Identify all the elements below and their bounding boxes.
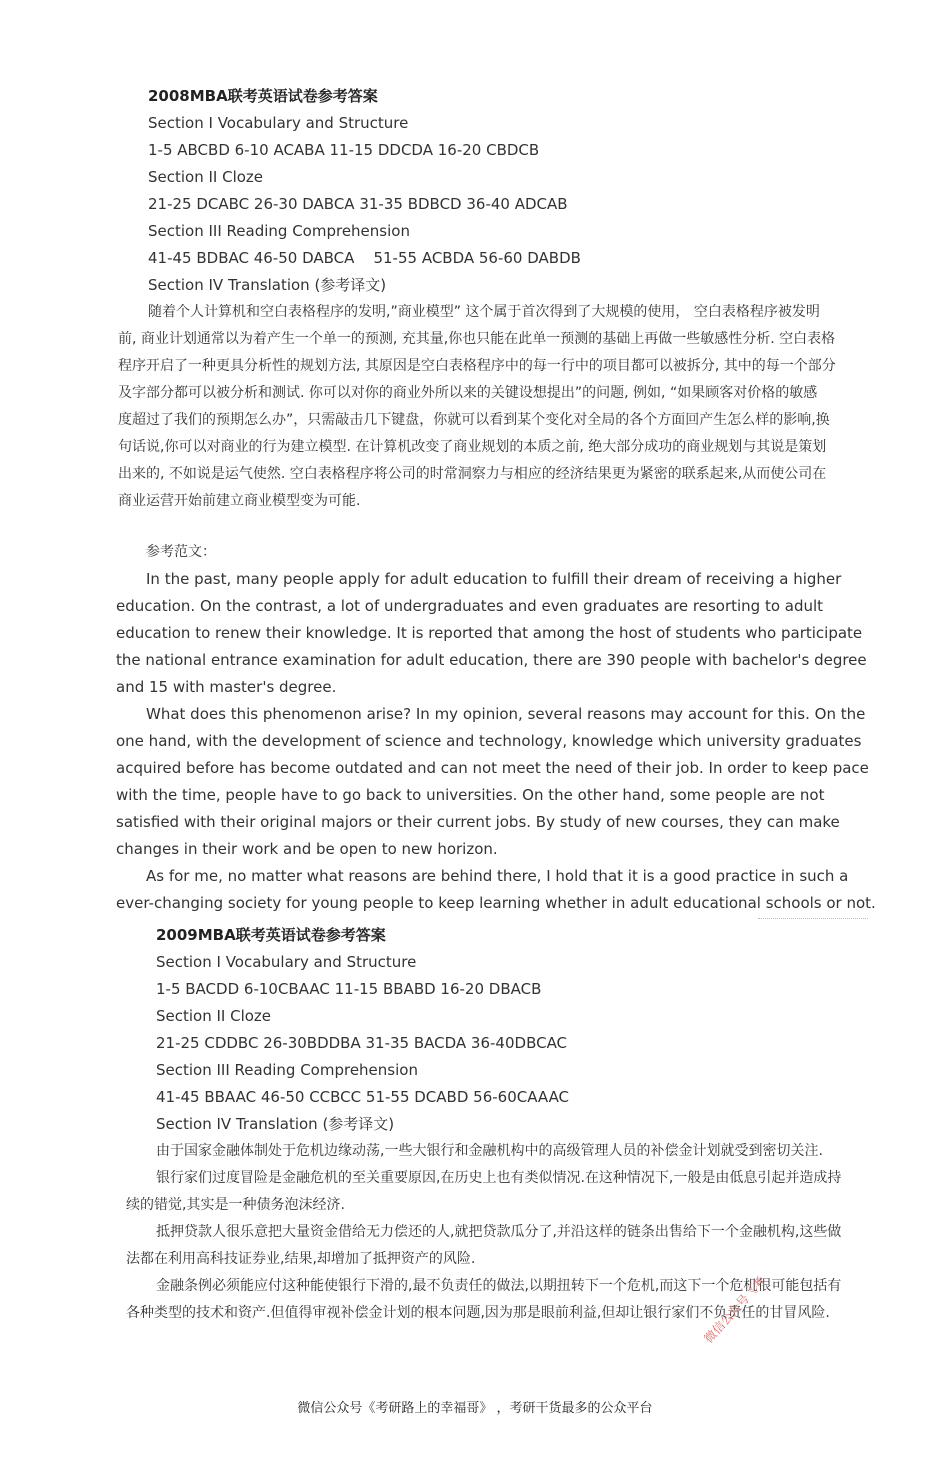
- translation-2008: [118, 299, 888, 515]
- section-heading: Section III Reading Comprehension: [148, 222, 410, 240]
- section-heading: Section IV Translation (参考译文): [148, 276, 387, 294]
- text-line: 商业运营开始前建立商业模型变为可能.: [118, 493, 361, 509]
- translation-2009: [126, 1138, 886, 1327]
- text-line: 程序开启了一种更具分析性的规划方法, 其原因是空白表格程序中的每一行中的项目都可以被拆分, 其中的每一个部分: [118, 358, 836, 374]
- text-line: 金融条例必须能应付这种能使银行下滑的,最不负责任的做法,以期扭转下一个危机,而这下一个危机很可能包括有: [156, 1278, 842, 1294]
- text-line: 度超过了我们的预期怎么办”，只需敲击几下键盘，你就可以看到某个变化对全局的各个方面回产生怎么样的影响,换: [118, 412, 830, 428]
- essay-paragraph: What does this phenomenon arise? In my opinion, several reasons may account for this. On the one hand, with the development of science and technology, knowledge which university graduates acquired before has become outdated and can not meet the need of their job. In order to keep pace with the time, people have to go back to universities. On the other hand, some people are not satisfied with their original majors or their current jobs. By study of new courses, they can make changes in their work and be open to new horizon.: [116, 705, 869, 858]
- essay-label: 参考范文：: [146, 544, 216, 560]
- text-line: 法都在利用高科技证券业,结果,却增加了抵押资产的风险.: [126, 1251, 476, 1267]
- text-line: 续的错觉,其实是一种债务泡沫经济.: [126, 1197, 345, 1213]
- title-2008: 2008MBA联考英语试卷参考答案: [148, 87, 378, 105]
- text-line: 由于国家金融体制处于危机边缘动荡,一些大银行和金融机构中的高级管理人员的补偿金计划就受到密切关注.: [156, 1143, 823, 1159]
- answer-line: 41-45 BBAAC 46-50 CCBCC 51-55 DCABD 56-60CAAAC: [156, 1088, 570, 1106]
- answer-line: 41-45 BDBAC 46-50 DABCA 51-55 ACBDA 56-60 DABDB: [148, 249, 581, 267]
- title-2009: 2009MBA联考英语试卷参考答案: [156, 926, 386, 944]
- scan-artifact: [758, 918, 868, 922]
- answer-line: 21-25 CDDBC 26-30BDDBA 31-35 BACDA 36-40DBCAC: [156, 1034, 568, 1052]
- text-line: 及字部分都可以被分析和测试. 你可以对你的商业外所以来的关键设想提出”的问题, 例如, “如果顾客对价格的敏感: [118, 385, 818, 401]
- essay-paragraph: In the past, many people apply for adult education to fulfill their dream of receiving a higher education. On the contrast, a lot of undergraduates and even graduates are resorting to adult education to renew their knowledge. It is reported that among the host of students who participate the national entrance examination for adult education, there are 390 people with bachelor's degree and 15 with master's degree.: [116, 570, 867, 696]
- answer-line: 1-5 ABCBD 6-10 ACABA 11-15 DDCDA 16-20 CBDCB: [148, 141, 540, 159]
- essay-paragraph: As for me, no matter what reasons are behind there, I hold that it is a good practice in such a ever-changing society for young people to keep learning whether in adult educational schools or not.: [116, 867, 876, 912]
- model-essay: [116, 566, 880, 917]
- answer-line: 1-5 BACDD 6-10CBAAC 11-15 BBABD 16-20 DBACB: [156, 980, 542, 998]
- watermark: 微信公众号《考: [701, 1273, 769, 1346]
- page-footer: 微信公众号《考研路上的幸福哥》 ，考研干货最多的公众平台: [297, 1401, 653, 1416]
- section-heading: Section III Reading Comprehension: [156, 1061, 418, 1079]
- section-heading: Section I Vocabulary and Structure: [156, 953, 417, 971]
- text-line: 随着个人计算机和空白表格程序的发明,”商业模型” 这个属于首次得到了大规模的使用， 空白表格程序被发明: [148, 304, 820, 320]
- section-heading: Section I Vocabulary and Structure: [148, 114, 409, 132]
- text-line: 各种类型的技术和资产.但值得审视补偿金计划的根本问题,因为那是眼前利益,但却让银行家们不负责任的甘冒风险.: [126, 1305, 830, 1321]
- answer-line: 21-25 DCABC 26-30 DABCA 31-35 BDBCD 36-40 ADCAB: [148, 195, 568, 213]
- text-line: 抵押贷款人很乐意把大量资金借给无力偿还的人,就把贷款瓜分了,并沿这样的链条出售给下一个金融机构,这些做: [156, 1224, 842, 1240]
- text-line: 出来的, 不如说是运气使然. 空白表格程序将公司的时常洞察力与相应的经济结果更为紧密的联系起来,从而使公司在: [118, 466, 827, 482]
- section-heading: Section II Cloze: [156, 1007, 272, 1025]
- section-heading: Section IV Translation (参考译文): [156, 1115, 395, 1133]
- text-line: 前, 商业计划通常以为着产生一个单一的预测, 充其量,你也只能在此单一预测的基础上再做一些敏感性分析. 空白表格: [118, 331, 836, 347]
- section-heading: Section II Cloze: [148, 168, 264, 186]
- text-line: 银行家们过度冒险是金融危机的至关重要原因,在历史上也有类似情况.在这种情况下,一般是由低息引起并造成持: [156, 1170, 842, 1186]
- text-line: 句话说,你可以对商业的行为建立模型. 在计算机改变了商业规划的本质之前, 绝大部分成功的商业规划与其说是策划: [118, 439, 827, 455]
